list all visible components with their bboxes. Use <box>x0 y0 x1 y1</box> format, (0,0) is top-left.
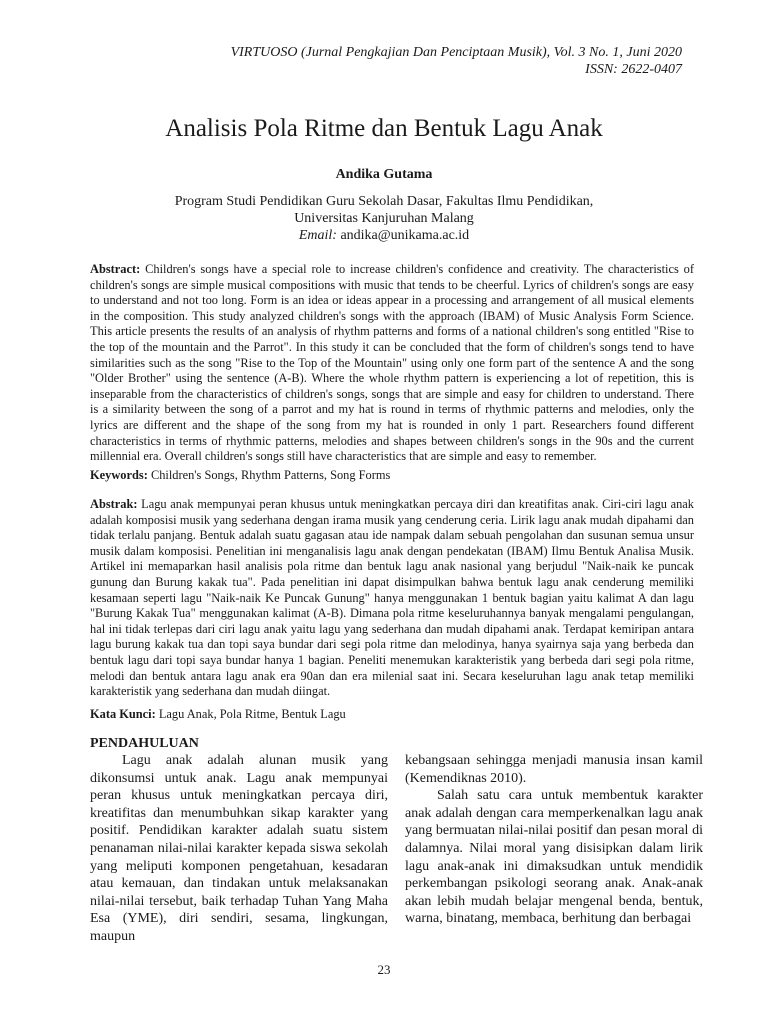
abstrak-label: Abstrak: <box>90 497 138 511</box>
affiliation <box>0 193 768 244</box>
paper-title: Analisis Pola Ritme dan Bentuk Lagu Anak <box>165 115 603 142</box>
journal-header <box>82 44 682 78</box>
page-number: 23 <box>377 962 391 977</box>
author-name: Andika Gutama <box>335 167 433 182</box>
intro-paragraph-2: Salah satu cara untuk membentuk karakter anak adalah dengan cara memperkenalkan lagu anak yang bermuatan nilai-nilai positif dan pesan moral di dalamnya. Nilai moral yang disisipkan dalam lirik lagu anak-anak ini dimaksudkan untuk mendidik perkembangan psikologi seorang anak. Anak-anak akan lebih mudah belajar mengenal benda, bentuk, warna, binatang, membaca, berhitung dan berbagai <box>405 788 703 927</box>
email-address: andika@unikama.ac.id <box>340 228 470 243</box>
intro-paragraph-1: Lagu anak adalah alunan musik yang dikonsumsi untuk anak. Lagu anak mempunyai peran khusus untuk meningkatkan percaya diri, kreatifitas dan menumbuhkan sikap karakter yang positif. Pendidikan karakter adalah suatu sistem penanaman nilai-nilai karakter kepada siswa sekolah yang meliputi komponen pengetahuan, kesadaran atau kemauan, dan tindakan untuk melaksanakan nilai-nilai tersebut, baik terhadap Tuhan Yang Maha Esa (YME), diri sendiri, sesama, lingkungan, maupun <box>90 753 388 944</box>
body-column-left <box>90 736 388 946</box>
abstract-text: Children's songs have a special role to increase children's confidence and creativity. The characteristics of children's songs are simple musical compositions with music that tends to be cheerful. Lyrics of children's songs are easy to understand and not too long. Form is an idea or ideas appear in a processing and arrangement of all musical elements in the composition. This study analyzed children's songs with the approach (IBAM) of Music Analysis Form Science. This article presents the results of an analysis of rhythm patterns and forms of a national children's song entitled "Rise to the top of the mountain and the Parrot". In this study it can be concluded that the form of children's songs tend to have similarities such as the song "Rise to the Top of the Mountain" using only one form part of the sentence A and the song "Older Brother" using the sentence (A-B). Where the whole rhythm pattern is experiencing a lot of repetition, this is inseparable from the characteristics of children's songs, songs that are simple and easy for children to understand. There is a similarity between the song of a parrot and my hat is round in terms of rhythmic patterns and melodies, only the lyrics are different and the shape of the song from my hat is rounded in only 1 part. Researchers found different characteristics in terms of rhythmic patterns, melodies and shapes between children's songs in the 90s and the current millennial era. Overall children's songs still have characteristics that are simple and easy to remember. <box>90 262 694 464</box>
journal-citation: VIRTUOSO (Jurnal Pengkajian Dan Penciptaan Musik), Vol. 3 No. 1, Juni 2020 <box>230 45 682 60</box>
keywords-text: Children's Songs, Rhythm Patterns, Song Forms <box>150 468 391 482</box>
abstract-indonesian <box>90 497 694 700</box>
kata-kunci-text: Lagu Anak, Pola Ritme, Bentuk Lagu <box>158 707 346 721</box>
abstrak-text: Lagu anak mempunyai peran khusus untuk meningkatkan percaya diri dan kreatifitas anak. Ciri-ciri lagu anak adalah komposisi musik yang sederhana dengan irama musik yang cenderung ceria. Lirik lagu anak mudah dipahami dan tidak terlalu panjang. Bentuk adalah suatu gagasan atau ide nampak dalam sebuah pengolahan dan susunan semua unsur musik dalam komposisi. Penelitian ini menganalisis lagu anak dengan pendekatan (IBAM) Ilmu Bentuk Analisa Musik. Artikel ini memaparkan hasil analisis pola ritme dan bentuk lagu anak nasional yang berjudul "Naik-naik ke puncak gunung dan Burung kakak tua". Pada penelitian ini dapat disimpulkan bahwa bentuk lagu anak cenderung memiliki kesamaan seperti lagu "Naik-naik Ke Puncak Gunung" hanya menggunakan 1 bentuk bagian yaitu kalimat A dan lagu "Burung Kakak Tua" menggunakan kalimat (A-B). Dimana pola ritme keseluruhannya banyak mengalami pengulangan, hal ini tidak terlepas dari ciri lagu anak yaitu lagu yang sederhana dan mudah dipahami anak. Terdapat kemiripan antara lagu burung kakak tua dan topi saya bundar dari segi pola ritme dan melodinya, hanya syairnya saja yang berbeda dan bentuk lagu dari topi saya bundar hanya 1 bagian. Peneliti menemukan karakteristik yang berbeda dari segi pola ritme, melodi dan bentuk antara lagu anak era 90an dan era milenial saat ini. Secara keseluruhan lagu anak tetap memiliki karakteristik yang sederhana dan mudah diingat. <box>90 497 694 699</box>
keywords-english <box>90 468 694 484</box>
kata-kunci-label: Kata Kunci: <box>90 707 156 721</box>
keywords-label: Keywords: <box>90 468 148 482</box>
section-heading: PENDAHULUAN <box>90 736 199 751</box>
abstract-english <box>90 262 694 465</box>
email-line <box>0 227 768 244</box>
affiliation-line-1: Program Studi Pendidikan Guru Sekolah Dasar, Fakultas Ilmu Pendidikan, <box>174 194 594 209</box>
journal-issn: ISSN: 2622-0407 <box>585 62 682 77</box>
body-column-right <box>405 752 703 928</box>
email-label: Email: <box>298 228 337 243</box>
affiliation-line-2: Universitas Kanjuruhan Malang <box>294 211 474 226</box>
abstract-label: Abstract: <box>90 262 141 276</box>
keywords-indonesian <box>90 707 694 723</box>
intro-paragraph-continued: kebangsaan sehingga menjadi manusia insan kamil (Kemendiknas 2010). <box>405 753 703 786</box>
